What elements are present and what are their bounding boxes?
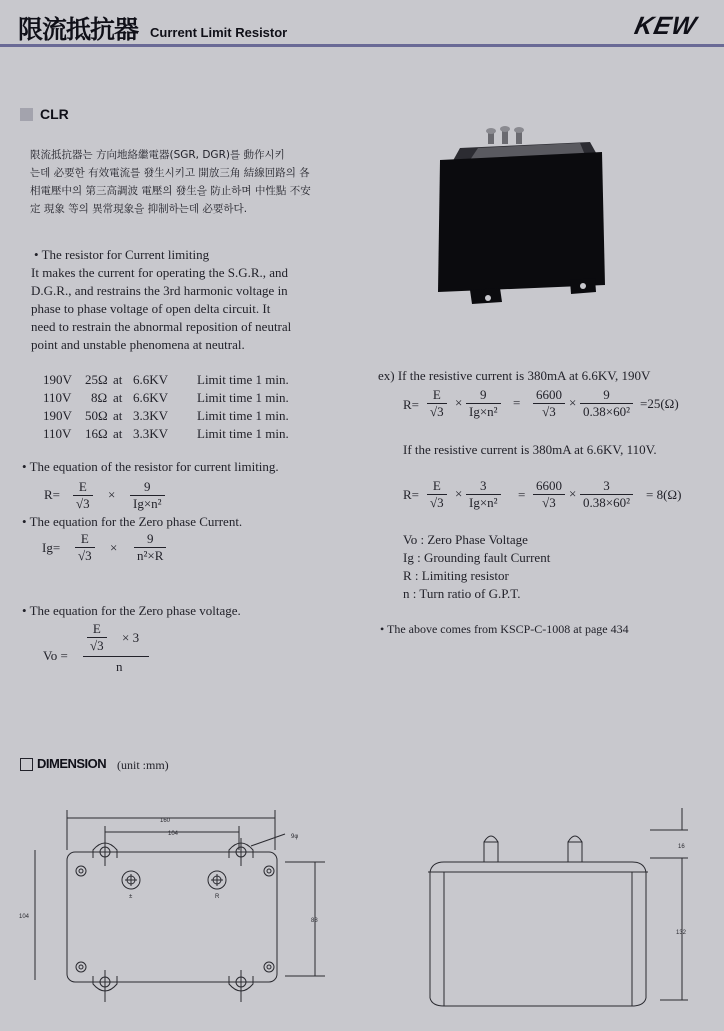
intro-line: It makes the current for operating the S.G.R., and (31, 265, 289, 280)
dimension-checkbox-icon (20, 758, 33, 771)
eq-resistor-frac2: $\frac{9}{\text{Ig×n²}}$ (130, 479, 165, 512)
intro-line: phase to phase voltage of open delta circuit. It (31, 301, 271, 316)
korean-line: 定 現象 等의 異常現象을 抑制하는데 必要하다. (30, 203, 248, 215)
example1-frac4: $\frac{9}{\text{0.38×60²}}$ (580, 387, 633, 420)
eq-voltage-lhs: Vo = (43, 648, 68, 663)
product-photo (430, 120, 615, 320)
example1-frac2: $\frac{9}{\text{Ig×n²}}$ (466, 387, 501, 420)
eq-current-times: × (110, 540, 118, 555)
dim-160: 160 (159, 818, 171, 824)
example1-result: =25(Ω) (640, 396, 679, 411)
dim-132: 132 (676, 930, 687, 936)
intro-line: D.G.R., and restrains the 3rd harmonic voltage in (31, 283, 288, 298)
example2-equals: = (518, 487, 526, 502)
example1-label: ex) If the resistive current is 380mA at 6.6KV, 190V (378, 368, 651, 383)
eq-current-lhs: Ig= (42, 540, 61, 555)
intro-paragraph (31, 264, 337, 354)
dimension-unit: (unit :mm) (117, 758, 169, 772)
example2-frac3: $\frac{6600}{√3}$ (533, 478, 565, 511)
example1-lhs: R= (403, 397, 420, 412)
header-rule (0, 44, 724, 47)
eq-resistor-lhs: R= (44, 487, 61, 502)
top-view-drawing (15, 810, 335, 1031)
spec-row: 110V 16Ω at 3.3KV Limit time 1 min. (43, 426, 289, 441)
example2-lhs: R= (403, 487, 420, 502)
example2-times1: × (455, 486, 463, 501)
eq-resistor-times: × (108, 487, 116, 502)
dim-104-height: 104 (19, 914, 30, 920)
korean-line: 限流抵抗器는 方向地絡繼電器(SGR, DGR)를 動作시키 (30, 149, 285, 161)
example1-frac1: $\frac{E}{√3}$ (427, 387, 447, 420)
dimension-title: DIMENSION (37, 756, 107, 771)
title-english: Current Limit Resistor (150, 25, 288, 40)
example2-result: = 8(Ω) (646, 487, 682, 502)
legend-n: n : Turn ratio of G.P.T. (403, 586, 521, 601)
example1-equals: = (513, 395, 521, 410)
eq-voltage-den: n (116, 659, 123, 674)
korean-description (30, 146, 348, 218)
intro-bullet: • The resistor for Current limiting (34, 247, 210, 262)
korean-line: 相電壓中의 第三高調波 電壓의 發生을 防止하며 中性點 不安 (30, 185, 311, 197)
section-marker-icon (20, 108, 33, 121)
eq-resistor-frac1: $\frac{E}{√3}$ (73, 479, 93, 512)
korean-line: 는데 必要한 有效電流를 發生시키고 開放三角 結線回路의 各 (30, 167, 310, 179)
dim-88: 88 (311, 918, 318, 924)
spec-row: 190V 50Ω at 3.3KV Limit time 1 min. (43, 408, 289, 423)
eq-resistor-label: • The equation of the resistor for current limiting. (22, 459, 279, 474)
example2-times2: × (569, 486, 577, 501)
terminal-label-plus: ± (129, 894, 133, 900)
terminal-label-r: R (215, 894, 220, 900)
intro-line: point and unstable phenomena at neutral. (31, 337, 245, 352)
eq-current-frac2: $\frac{9}{\text{n²×R}}$ (134, 531, 166, 564)
spec-row: 110V 8Ω at 6.6KV Limit time 1 min. (43, 390, 289, 405)
example1-times2: × (569, 395, 577, 410)
example2-frac1: $\frac{E}{√3}$ (427, 478, 447, 511)
spec-row: 190V 25Ω at 6.6KV Limit time 1 min. (43, 372, 289, 387)
eq-voltage-fraction-bar (83, 656, 149, 657)
brand-logo: KEW (631, 12, 700, 40)
dim-16: 16 (678, 844, 685, 850)
legend-vo: Vo : Zero Phase Voltage (403, 532, 528, 547)
legend-r: R : Limiting resistor (403, 568, 509, 583)
side-view-drawing (420, 800, 720, 1031)
eq-current-label: • The equation for the Zero phase Current. (22, 514, 243, 529)
source-note: • The above comes from KSCP-C-1008 at page 434 (380, 622, 629, 636)
example2-label: If the resistive current is 380mA at 6.6KV, 110V. (403, 442, 657, 457)
title-korean: 限流抵抗器 (18, 15, 139, 44)
example1-frac3: $\frac{6600}{√3}$ (533, 387, 565, 420)
dim-hole: 9φ (291, 834, 299, 840)
eq-voltage-times3: × 3 (122, 630, 140, 645)
legend-ig: Ig : Grounding fault Current (403, 550, 551, 565)
eq-current-frac1: $\frac{E}{√3}$ (75, 531, 95, 564)
variable-legend (403, 531, 550, 603)
section-title-clr: CLR (40, 106, 69, 122)
eq-voltage-inner-frac: $\frac{E}{√3}$ (87, 621, 107, 654)
eq-voltage-label: • The equation for the Zero phase voltage. (22, 603, 241, 618)
example2-frac2: $\frac{3}{\text{Ig×n²}}$ (466, 478, 501, 511)
example1-times1: × (455, 395, 463, 410)
example2-frac4: $\frac{3}{\text{0.38×60²}}$ (580, 478, 633, 511)
intro-line: need to restrain the abnormal reposition of neutral (31, 319, 292, 334)
dim-104: 104 (167, 831, 179, 837)
